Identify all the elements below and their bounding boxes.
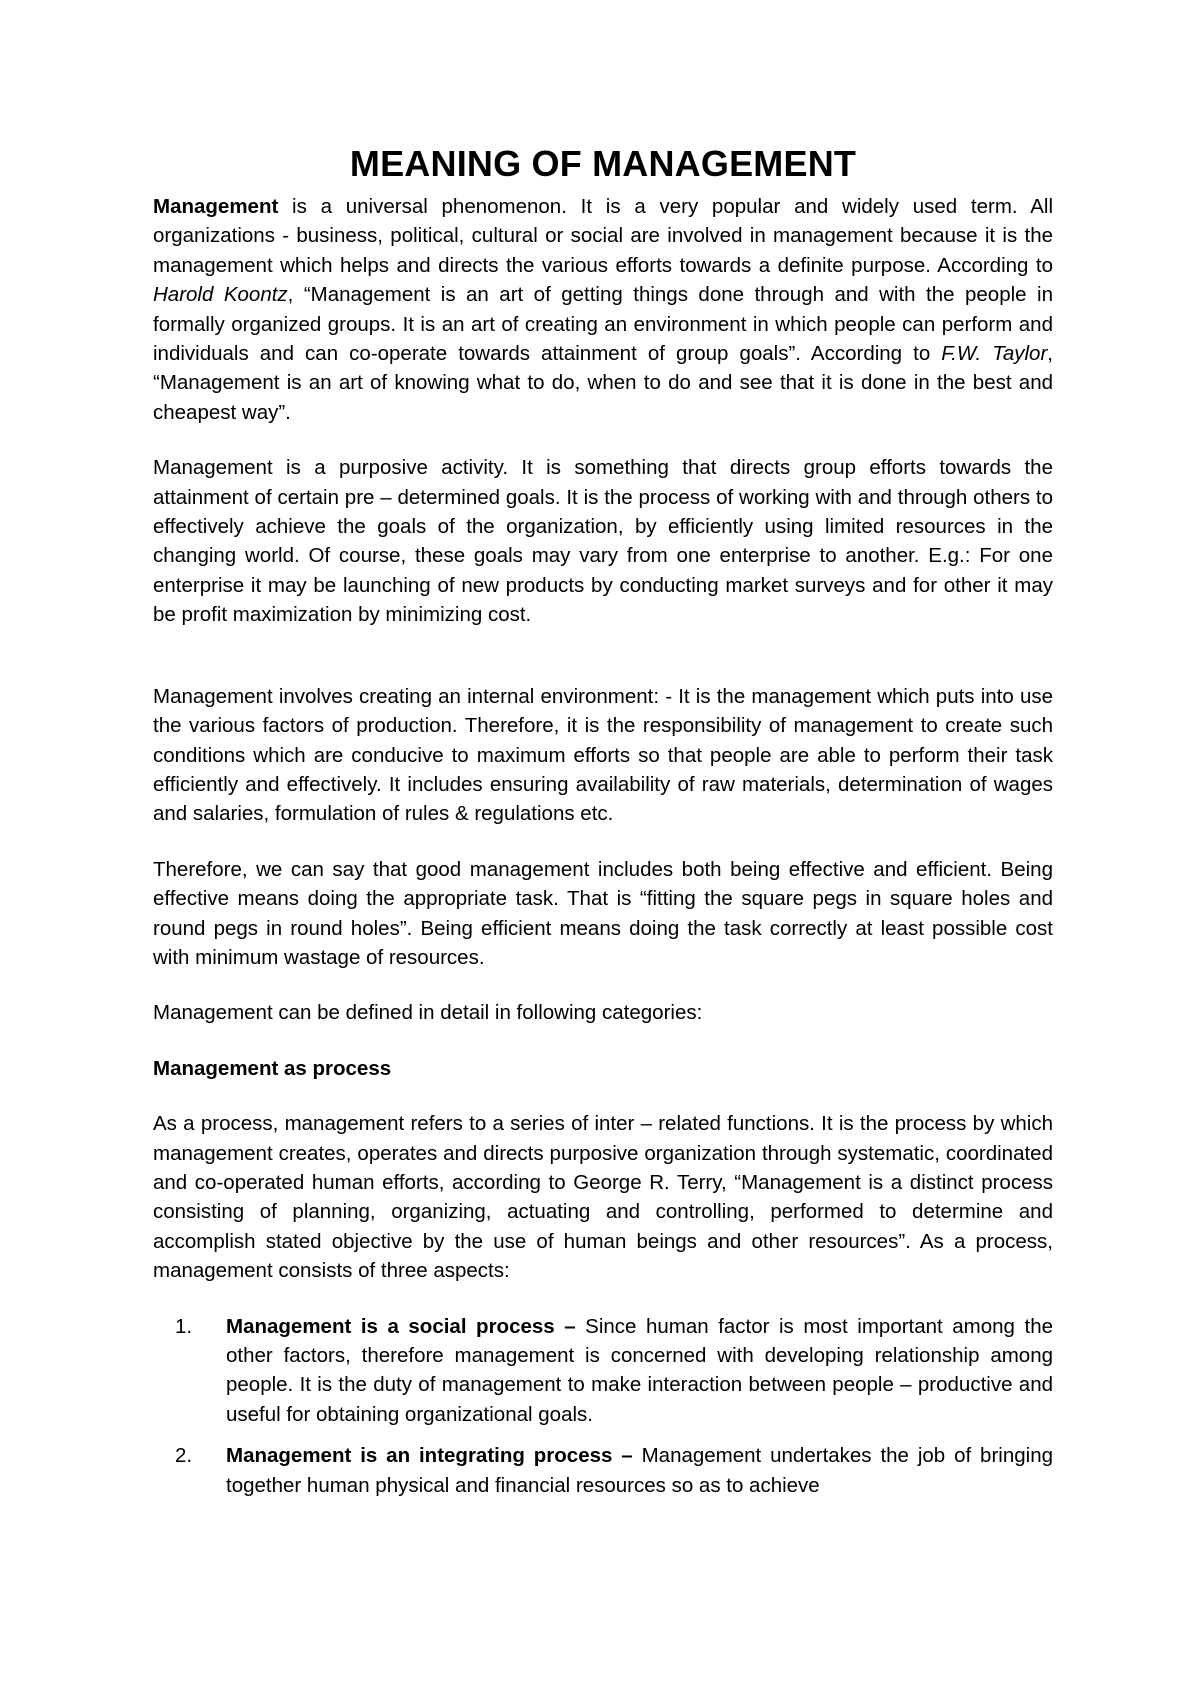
lead-term: Management	[153, 195, 279, 218]
author-name: F.W. Taylor	[941, 342, 1048, 366]
paragraph-process: As a process, management refers to a series of inter – related functions. It is the process by which management creates, operates and directs purposive organization through systematic, coordinated and co-operated human efforts, according to George R. Terry, “Management is a distinct process consisting of planning, organizing, actuating and controlling, performed to determine and accomplish stated objective by the use of human beings and other resources”. As a process, management consists of three aspects:	[153, 1112, 1053, 1283]
list-item-heading: Management is an integrating process –	[226, 1444, 633, 1468]
section-heading: Management as process	[153, 1056, 392, 1080]
paragraph-purposive: Management is a purposive activity. It is something that directs group efforts towards the attainment of certain pre – determined goals. It is the process of working with and through others to effectively achieve the goals of the organization, by efficiently using limited resources in the changing world. Of course, these goals may vary from one enterprise to another. E.g.: For one enterprise it may be launching of new products by conducting market surveys and for other it may be profit maximization by minimizing cost.	[153, 456, 1053, 627]
paragraph-text: is a universal phenomenon. It is a very popular and widely used term. All organizations - business, political, cultural or social are involved in management because it is the management which helps and directs the various efforts towards a definite purpose. According to	[153, 195, 1053, 277]
paragraph-text: , “Management is an art of knowing what to do, when to do and see that it is done in the best and cheapest way”.	[153, 342, 1053, 424]
list-item	[153, 1312, 1053, 1430]
document-page	[153, 140, 1053, 1500]
list-item	[153, 1441, 1053, 1500]
paragraph-text: , “Management is an art of getting things done through and with the people in formally organized groups. It is an art of creating an environment in which people can perform and individuals and can co-operate towards attainment of group goals”. According to	[153, 283, 1053, 366]
paragraph-categories: Management can be defined in detail in following categories:	[153, 1001, 703, 1025]
paragraph-effective-efficient: Therefore, we can say that good management includes both being effective and efficient. Being effective means doing the appropriate task. That is “fitting the square pegs in square holes and round pegs in round holes”. Being efficient means doing the task correctly at least possible cost with minimum wastage of resources.	[153, 857, 1053, 969]
author-name: Harold Koontz	[153, 283, 288, 307]
paragraph-definition	[153, 192, 1053, 427]
page-title: MEANING OF MANAGEMENT	[349, 143, 857, 184]
list-item-text: Since human factor is most important among the other factors, therefore management is concerned with developing relationship among people. It is the duty of management to make interaction between people – productive and useful for obtaining organizational goals.	[226, 1314, 1053, 1426]
paragraph-environment: Management involves creating an internal environment: - It is the management which puts into use the various factors of production. Therefore, it is the responsibility of management to create such conditions which are conducive to maximum efforts so that people are able to perform their task efficiently and effectively. It includes ensuring availability of raw materials, determination of wages and salaries, formulation of rules & regulations etc.	[153, 684, 1053, 826]
list-number: 2.	[175, 1444, 193, 1468]
list-number: 1.	[175, 1314, 193, 1338]
aspects-list	[153, 1312, 1053, 1500]
list-item-heading: Management is a social process –	[226, 1314, 576, 1338]
list-item-text: Management undertakes the job of bringing together human physical and financial resources so as to achieve	[226, 1444, 1053, 1497]
